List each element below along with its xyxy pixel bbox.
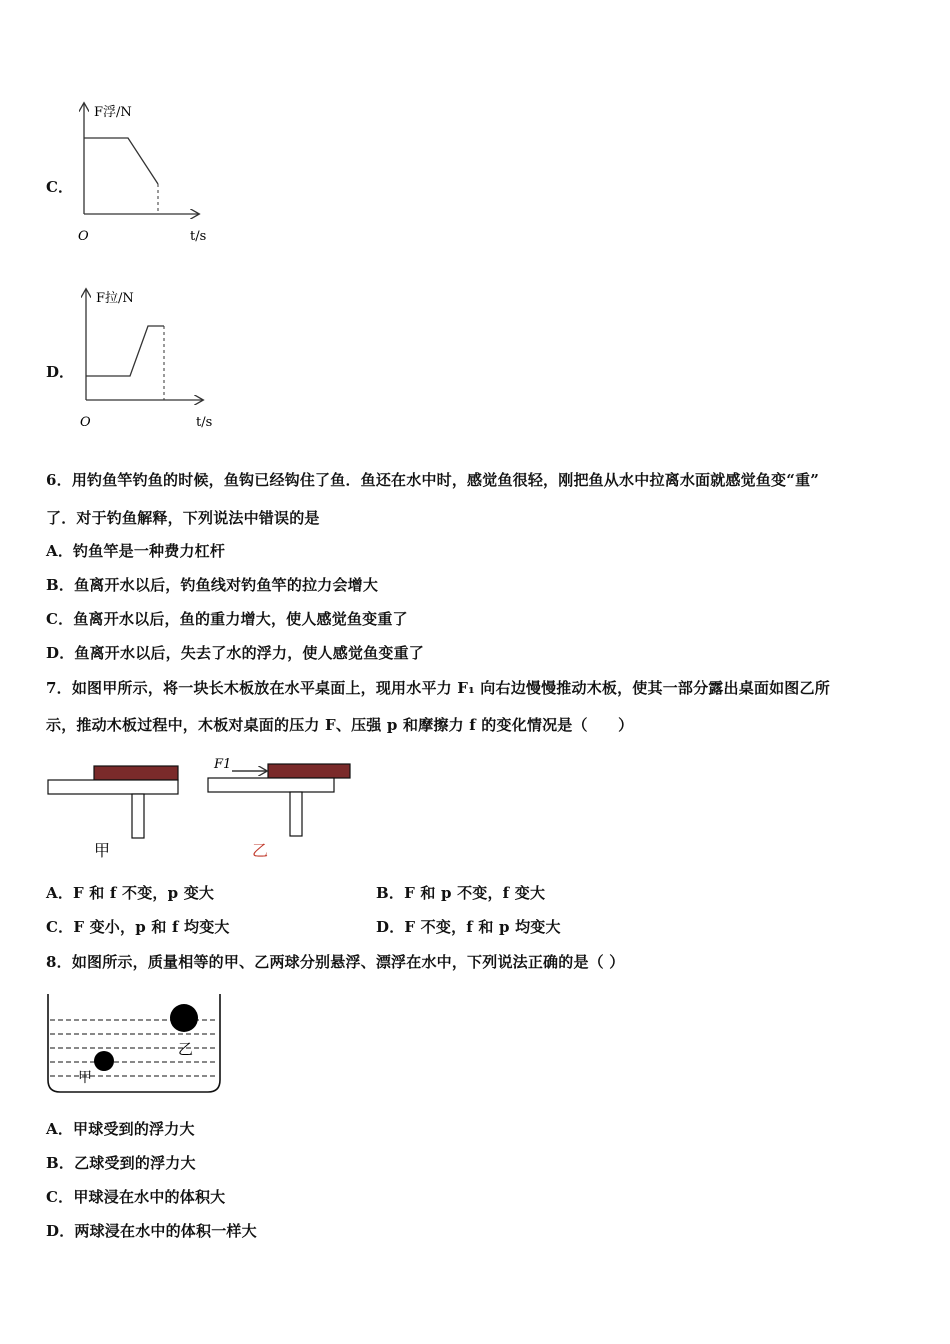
graph-d-curve xyxy=(86,326,164,376)
graph-d-y-label: F拉/N xyxy=(96,291,134,306)
q8-option-b: B．乙球受到的浮力大 xyxy=(46,1154,196,1172)
q7-option-a: A．F 和 f 不变，p 变大 xyxy=(46,884,215,902)
q6-option-d: D．鱼离开水以后，失去了水的浮力，使人感觉鱼变重了 xyxy=(46,644,425,662)
graph-d-x-label: t/s xyxy=(196,415,213,430)
q7-option-c: C．F 变小，p 和 f 均变大 xyxy=(46,918,230,936)
board-jia-table-top xyxy=(48,780,178,794)
option-d-label: D． xyxy=(46,363,75,381)
q8-option-d: D．两球浸在水中的体积一样大 xyxy=(46,1222,257,1240)
q8-stem: 8．如图所示，质量相等的甲、乙两球分别悬浮、漂浮在水中，下列说法正确的是（ ） xyxy=(46,953,625,971)
q7-option-d: D．F 不变，f 和 p 均变大 xyxy=(376,918,561,936)
graph-d-origin: O xyxy=(80,415,91,430)
board-jia-table-leg xyxy=(132,794,144,838)
tank-figure xyxy=(42,990,232,1100)
tank-jia-label: 甲 xyxy=(78,1070,92,1086)
q8-option-a: A．甲球受到的浮力大 xyxy=(46,1120,195,1138)
q6-stem-line1: 6．用钓鱼竿钓鱼的时候，鱼钩已经钩住了鱼．鱼还在水中时，感觉鱼很轻，刚把鱼从水中拉离水面就感觉鱼变“重” xyxy=(46,471,820,489)
q7-stem-line1: 7．如图甲所示，将一块长木板放在水平桌面上，现用水平力 F₁ 向右边慢慢推动木板，使其一部分露出桌面如图乙所 xyxy=(46,679,830,697)
q6-option-b: B．鱼离开水以后，钓鱼线对钓鱼竿的拉力会增大 xyxy=(46,576,379,594)
board-yi-table-leg xyxy=(290,792,302,836)
q8-option-c: C．甲球浸在水中的体积大 xyxy=(46,1188,226,1206)
q7-stem-line2: 示，推动木板过程中，木板对桌面的压力 F、压强 p 和摩擦力 f 的变化情况是（ ） xyxy=(46,716,634,734)
q6-stem-line2: 了．对于钓鱼解释，下列说法中错误的是 xyxy=(46,509,320,527)
tank-yi-label: 乙 xyxy=(178,1040,194,1058)
q6-option-a: A．钓鱼竿是一种费力杠杆 xyxy=(46,542,226,560)
board-force-label: F1 xyxy=(214,757,232,772)
board-yi-label: 乙 xyxy=(252,841,269,860)
board-jia-plank xyxy=(94,766,178,780)
graph-c xyxy=(70,96,220,246)
graph-c-origin: O xyxy=(78,229,89,244)
q7-option-b: B．F 和 p 不变，f 变大 xyxy=(376,884,546,902)
graph-c-y-label: F浮/N xyxy=(94,105,132,120)
board-yi-plank xyxy=(268,764,350,778)
ball-yi xyxy=(170,1004,198,1032)
graph-d xyxy=(72,282,222,432)
ball-jia xyxy=(94,1051,114,1071)
board-yi-table-top xyxy=(208,778,334,792)
q6-option-c: C．鱼离开水以后，鱼的重力增大，使人感觉鱼变重了 xyxy=(46,610,408,628)
graph-c-curve xyxy=(84,138,158,184)
graph-c-x-label: t/s xyxy=(190,229,207,244)
option-c-label: C． xyxy=(46,178,73,196)
board-figure xyxy=(44,752,364,864)
board-jia-label: 甲 xyxy=(94,841,111,860)
